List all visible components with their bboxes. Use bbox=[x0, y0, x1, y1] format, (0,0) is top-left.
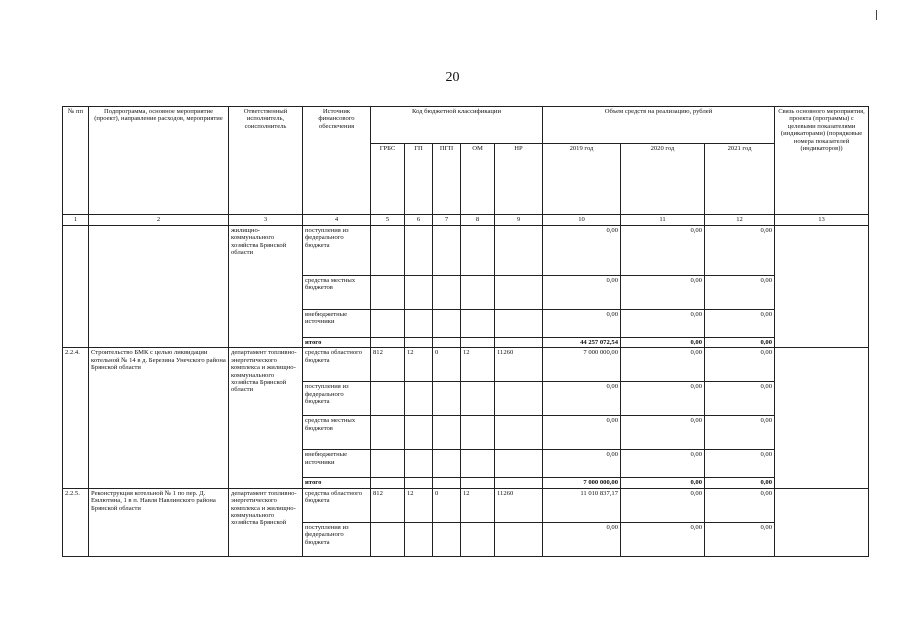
column-number: 6 bbox=[405, 215, 433, 226]
column-number: 8 bbox=[461, 215, 495, 226]
grbs-cell bbox=[371, 338, 405, 348]
pgp-cell: 0 bbox=[433, 488, 461, 522]
gp-cell bbox=[405, 226, 433, 276]
gp-cell bbox=[405, 338, 433, 348]
header-row-1 bbox=[63, 107, 869, 144]
column-number: 7 bbox=[433, 215, 461, 226]
link-cell bbox=[775, 488, 869, 556]
value-2020: 0,00 bbox=[621, 522, 705, 556]
om-cell bbox=[461, 226, 495, 276]
om-cell bbox=[461, 478, 495, 488]
header-2019: 2019 год bbox=[543, 144, 621, 215]
value-2021: 0,00 bbox=[705, 478, 775, 488]
value-2020: 0,00 bbox=[621, 382, 705, 416]
num-cell: 2.2.4. bbox=[63, 348, 89, 488]
column-number: 3 bbox=[229, 215, 303, 226]
header-om: ОМ bbox=[461, 144, 495, 215]
np-cell bbox=[495, 226, 543, 276]
column-number-row bbox=[63, 215, 869, 226]
np-cell bbox=[495, 416, 543, 450]
value-2020: 0,00 bbox=[621, 416, 705, 450]
grbs-cell bbox=[371, 416, 405, 450]
value-2019: 0,00 bbox=[543, 450, 621, 478]
num-cell bbox=[63, 226, 89, 348]
value-2019: 0,00 bbox=[543, 416, 621, 450]
executor-cell: департамент топливно-энергетического комплекса и жилищно-коммунального хозяйства Брянской области bbox=[229, 348, 303, 488]
value-2019: 0,00 bbox=[543, 382, 621, 416]
column-number: 2 bbox=[89, 215, 229, 226]
value-2021: 0,00 bbox=[705, 488, 775, 522]
gp-cell bbox=[405, 450, 433, 478]
table-row bbox=[63, 488, 869, 522]
np-cell bbox=[495, 478, 543, 488]
header-volume-group: Объем средств на реализацию, рублей bbox=[543, 107, 775, 144]
source-cell: поступления из федерального бюджета bbox=[303, 522, 371, 556]
om-cell bbox=[461, 310, 495, 338]
np-cell: 11260 bbox=[495, 348, 543, 382]
source-cell: средства областного бюджета bbox=[303, 488, 371, 522]
value-2020: 0,00 bbox=[621, 488, 705, 522]
value-2021: 0,00 bbox=[705, 522, 775, 556]
np-cell bbox=[495, 338, 543, 348]
grbs-cell bbox=[371, 522, 405, 556]
executor-cell: департамент топливно-энергетического комплекса и жилищно-коммунального хозяйства Брянской bbox=[229, 488, 303, 556]
pgp-cell bbox=[433, 338, 461, 348]
value-2019: 0,00 bbox=[543, 276, 621, 310]
header-code-group: Код бюджетной классификации bbox=[371, 107, 543, 144]
value-2019: 44 257 072,54 bbox=[543, 338, 621, 348]
column-number: 1 bbox=[63, 215, 89, 226]
gp-cell bbox=[405, 522, 433, 556]
grbs-cell: 812 bbox=[371, 348, 405, 382]
header-link: Связь основного мероприятия, проекта (программы) с целевыми показателями (индикаторами) (порядковые номера показателей (индикаторов)) bbox=[775, 107, 869, 215]
value-2021: 0,00 bbox=[705, 276, 775, 310]
np-cell bbox=[495, 382, 543, 416]
value-2021: 0,00 bbox=[705, 310, 775, 338]
value-2020: 0,00 bbox=[621, 450, 705, 478]
grbs-cell bbox=[371, 478, 405, 488]
table-row bbox=[63, 226, 869, 276]
value-2021: 0,00 bbox=[705, 450, 775, 478]
header-np: НР bbox=[495, 144, 543, 215]
value-2020: 0,00 bbox=[621, 276, 705, 310]
pgp-cell bbox=[433, 226, 461, 276]
grbs-cell: 812 bbox=[371, 488, 405, 522]
gp-cell bbox=[405, 382, 433, 416]
grbs-cell bbox=[371, 382, 405, 416]
value-2019: 0,00 bbox=[543, 522, 621, 556]
pgp-cell bbox=[433, 478, 461, 488]
pgp-cell bbox=[433, 416, 461, 450]
pgp-cell bbox=[433, 276, 461, 310]
pgp-cell bbox=[433, 382, 461, 416]
grbs-cell bbox=[371, 450, 405, 478]
np-cell bbox=[495, 310, 543, 338]
column-number: 9 bbox=[495, 215, 543, 226]
gp-cell bbox=[405, 478, 433, 488]
value-2020: 0,00 bbox=[621, 338, 705, 348]
value-2021: 0,00 bbox=[705, 348, 775, 382]
value-2021: 0,00 bbox=[705, 226, 775, 276]
np-cell: 11260 bbox=[495, 488, 543, 522]
name-cell bbox=[89, 226, 229, 348]
gp-cell: 12 bbox=[405, 488, 433, 522]
value-2019: 0,00 bbox=[543, 310, 621, 338]
name-cell: Строительство БМК с целью ликвидации котельной № 14 в д. Березина Унечского района Брянской области bbox=[89, 348, 229, 488]
executor-cell: жилищно-коммунального хозяйства Брянской области bbox=[229, 226, 303, 348]
num-cell: 2.2.5. bbox=[63, 488, 89, 556]
value-2019: 0,00 bbox=[543, 226, 621, 276]
gp-cell bbox=[405, 310, 433, 338]
source-cell: средства областного бюджета bbox=[303, 348, 371, 382]
value-2019: 7 000 000,00 bbox=[543, 348, 621, 382]
column-number: 13 bbox=[775, 215, 869, 226]
column-number: 4 bbox=[303, 215, 371, 226]
source-cell: поступления из федерального бюджета bbox=[303, 226, 371, 276]
source-cell: средства местных бюджетов bbox=[303, 416, 371, 450]
header-pgp: ПГП bbox=[433, 144, 461, 215]
om-cell: 12 bbox=[461, 488, 495, 522]
budget-table bbox=[62, 106, 869, 557]
gp-cell bbox=[405, 416, 433, 450]
header-name: Подпрограмма, основное мероприятие (проект), направление расходов, мероприятие bbox=[89, 107, 229, 215]
link-cell bbox=[775, 226, 869, 348]
grbs-cell bbox=[371, 226, 405, 276]
column-number: 5 bbox=[371, 215, 405, 226]
value-2019: 11 010 837,17 bbox=[543, 488, 621, 522]
om-cell bbox=[461, 382, 495, 416]
om-cell bbox=[461, 522, 495, 556]
pgp-cell bbox=[433, 450, 461, 478]
value-2021: 0,00 bbox=[705, 338, 775, 348]
scan-edge-mark bbox=[876, 10, 877, 20]
value-2020: 0,00 bbox=[621, 478, 705, 488]
value-2020: 0,00 bbox=[621, 226, 705, 276]
om-cell bbox=[461, 416, 495, 450]
pgp-cell bbox=[433, 310, 461, 338]
value-2019: 7 000 000,00 bbox=[543, 478, 621, 488]
value-2020: 0,00 bbox=[621, 310, 705, 338]
value-2021: 0,00 bbox=[705, 416, 775, 450]
header-source: Источник финансового обеспечения bbox=[303, 107, 371, 215]
om-cell bbox=[461, 450, 495, 478]
gp-cell bbox=[405, 276, 433, 310]
source-cell: внебюджетные источники bbox=[303, 450, 371, 478]
source-cell: итого bbox=[303, 338, 371, 348]
link-cell bbox=[775, 348, 869, 488]
pgp-cell bbox=[433, 522, 461, 556]
column-number: 11 bbox=[621, 215, 705, 226]
source-cell: внебюджетные источники bbox=[303, 310, 371, 338]
header-gp: ГП bbox=[405, 144, 433, 215]
grbs-cell bbox=[371, 310, 405, 338]
table-row bbox=[63, 348, 869, 382]
header-executor: Ответственный исполнитель, соисполнитель bbox=[229, 107, 303, 215]
page-number: 20 bbox=[445, 70, 460, 85]
om-cell bbox=[461, 276, 495, 310]
np-cell bbox=[495, 522, 543, 556]
source-cell: поступления из федерального бюджета bbox=[303, 382, 371, 416]
name-cell: Реконструкция котельной № 1 по пер. Д. Емлютина, 1 в п. Навля Навлинского района Брянской области bbox=[89, 488, 229, 556]
value-2021: 0,00 bbox=[705, 382, 775, 416]
pgp-cell: 0 bbox=[433, 348, 461, 382]
grbs-cell bbox=[371, 276, 405, 310]
header-2020: 2020 год bbox=[621, 144, 705, 215]
om-cell bbox=[461, 338, 495, 348]
header-2021: 2021 год bbox=[705, 144, 775, 215]
column-number: 10 bbox=[543, 215, 621, 226]
value-2020: 0,00 bbox=[621, 348, 705, 382]
np-cell bbox=[495, 276, 543, 310]
np-cell bbox=[495, 450, 543, 478]
header-num: № пп bbox=[63, 107, 89, 215]
source-cell: средства местных бюджетов bbox=[303, 276, 371, 310]
column-number: 12 bbox=[705, 215, 775, 226]
gp-cell: 12 bbox=[405, 348, 433, 382]
header-grbs: ГРБС bbox=[371, 144, 405, 215]
source-cell: итого bbox=[303, 478, 371, 488]
om-cell: 12 bbox=[461, 348, 495, 382]
